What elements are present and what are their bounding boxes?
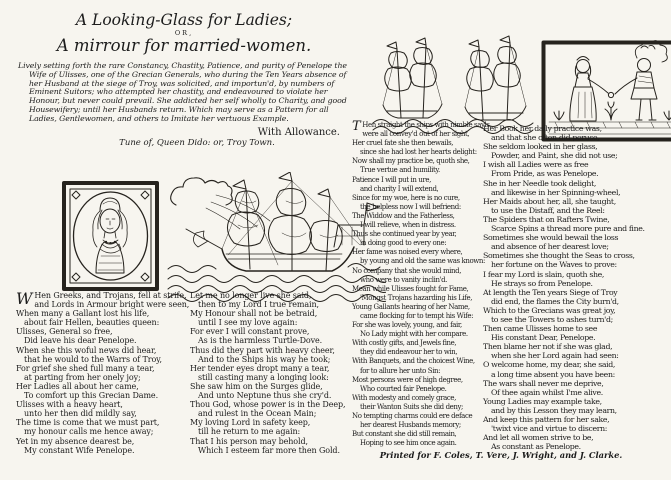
verse-line: For grief she shed full many a tear, — [16, 363, 155, 373]
tune-direction: Tune of, Queen Dido: or, Troy Town. — [119, 137, 275, 148]
verse-line: unto her then did mildly say, — [24, 409, 137, 419]
verse-line: to see the Towers to ashes turn'd; — [491, 314, 613, 324]
verse-line: in doing good to every one: — [360, 239, 447, 248]
verse-line: Patience I will put in ure, — [352, 175, 431, 184]
verse-line: Powder, and Paint, she did not use; — [491, 151, 618, 161]
verse-line: Her Maids about her, all, she taught, — [483, 196, 616, 206]
verse-line: their Wanton Suits she did deny; — [360, 402, 464, 411]
verse-line: At length the Ten years Siege of Troy — [483, 287, 618, 297]
verse-line: my honour calls me hence away; — [24, 427, 154, 437]
verse-line: Let me no longer live she said, — [190, 291, 312, 300]
verse-line: were all convey'd out of her sight, — [362, 130, 470, 139]
verse-line: Her Book her daily practice was, — [483, 124, 602, 133]
verse-column-2 — [190, 291, 350, 455]
verse-line: Hoping to see him once again. — [360, 439, 457, 448]
verse-line: She seldom looked in her glass, — [483, 142, 598, 152]
verse-line: 'Mongst Trojans hazarding his Life, — [360, 293, 473, 302]
verse-line: Her cruel fate she then bewails, — [352, 139, 454, 148]
verse-line: Hen Greeks, and Trojans, fell at strife, — [34, 291, 187, 300]
verse-column-3 — [352, 119, 492, 448]
verse-line: My loving Lord in safety keep, — [190, 418, 311, 428]
verse-line: Young Gallants hearing of her Name, — [352, 302, 470, 311]
drop-cap: T — [352, 119, 361, 134]
verse-line: Sometimes she thought the Seas to cross, — [483, 251, 635, 261]
verse-line: I will relieve, when in distress. — [360, 221, 456, 230]
verse-line: by young and old the same was known: — [360, 257, 485, 266]
verse-line: when she her Lord again had seen: — [491, 351, 619, 361]
verse-line: To comfort up this Grecian Dame. — [24, 391, 159, 401]
verse-line: For she was lovely, young, and fair, — [352, 321, 462, 330]
verse-line: and by this Lesson they may learn, — [491, 405, 617, 415]
verse-line: and charity I will extend, — [360, 184, 439, 193]
title-block — [18, 12, 350, 148]
two-ships-woodcut — [371, 32, 539, 134]
verse-line: and absence of her dearest love; — [491, 242, 609, 252]
verse-line: With modesty and comely grace, — [352, 393, 456, 402]
title-or-separator: OR, — [174, 29, 194, 37]
verse-line: O welcome home, my dear, she said, — [483, 360, 616, 370]
verse-line: The Widdow and the Fatherless, — [352, 211, 455, 220]
verse-line: came flocking for to tempt his Wife: — [360, 311, 474, 320]
verse-line: Of thee again whilst I'me alive. — [491, 387, 603, 397]
verse-line: Thus she continued year by year, — [352, 230, 457, 239]
verse-line: The wars shall never me deprive, — [483, 378, 604, 388]
verse-line: But constant she did still remain, — [352, 430, 457, 439]
verse-line: When many a Gallant lost his life, — [16, 309, 150, 319]
verse-line: still casting many a longing look: — [198, 372, 329, 382]
verse-line: Sometimes she would bewail the loss — [483, 233, 619, 243]
verse-line: did end, the flames the City burn'd, — [491, 296, 619, 306]
verse-line: The Spiders that on Rafters Twine, — [483, 214, 610, 224]
verse-line: and rulest in the Ocean Main; — [198, 409, 317, 419]
verse-line: Mean while Ulisses fought for Fame, — [352, 284, 469, 293]
verse-line: As constant as Penelope. — [491, 442, 581, 452]
verse-line: The time is come that we must part, — [16, 418, 160, 428]
verse-column-4 — [483, 124, 665, 451]
imprint-line: Printed for F. Coles, T. Vere, J. Wright, and J. Clarke. — [379, 450, 623, 460]
verse-line: for to allure her unto Sin: — [360, 366, 441, 375]
verse-line: My constant Wife Penelope. — [24, 445, 135, 455]
verse-line: since she had lost her hearts delight: — [360, 148, 477, 157]
verse-line: Her Ladies all about her came, — [16, 381, 139, 391]
verse-line: at parting from her onely joy; — [24, 372, 141, 382]
verse-line: As is the harmless Turtle-Dove. — [198, 336, 323, 346]
verse-line: She in her Needle took delight, — [483, 178, 597, 188]
verse-line: about fair Hellen, beauties queen: — [24, 318, 160, 328]
verse-line: until I see my love again: — [198, 318, 298, 328]
verse-line: to use the Distaff, and the Reel: — [491, 205, 605, 215]
penelope-portrait-woodcut — [61, 180, 160, 292]
verse-line: Who courted fair Penelope. — [360, 384, 447, 393]
verse-line: And let all women strive to be, — [483, 433, 594, 443]
drop-cap: W — [16, 289, 33, 308]
verse-line: Then blame her not if she was glad, — [483, 342, 613, 352]
verse-line: Ulisses, General so free, — [16, 327, 113, 337]
verse-line: When she this woful news did hear, — [16, 345, 157, 355]
verse-line: Then came Ulisses home to see — [483, 324, 598, 334]
title-line-2: A mirrour for married-women. — [56, 36, 312, 55]
verse-line: And keep this pattern for her sake, — [483, 415, 610, 424]
verse-line: 'twixt vice and virtue to discern: — [491, 424, 608, 434]
verse-line: a long time absent you have been: — [491, 369, 615, 379]
verse-line: Since for my woe, here is no cure, — [352, 193, 460, 202]
verse-line: Thus did they part with heavy cheer, — [190, 345, 335, 355]
verse-line: I fear my Lord is slain, quoth she, — [483, 269, 605, 279]
allowance-note: With Allowance. — [257, 126, 340, 138]
verse-line: they did endeavour her to win, — [360, 348, 458, 357]
verse-line: and that she often did peruse, — [491, 133, 600, 143]
verse-line: For ever I will constant prove, — [190, 327, 310, 337]
verse-line: From Pride, as was Penelope. — [491, 169, 599, 179]
verse-line: who were to vanity inclin'd. — [360, 275, 447, 284]
verse-line: And to the Ships his way he took; — [198, 354, 331, 364]
verse-line: No tempting charms could ere deface — [352, 412, 473, 420]
verse-line: that he would to the Warrs of Troy, — [24, 354, 162, 364]
verse-line: Most persons were of high degree, — [352, 375, 463, 384]
verse-line: the helpless now I will befriend: — [360, 202, 461, 211]
verse-line: till he return to me again: — [198, 427, 301, 437]
verse-line: Which I esteem far more then Gold. — [198, 445, 340, 455]
verse-line: No Lady might with her compare. — [360, 330, 468, 339]
verse-line: Hen straight the ships with nimble sayls, — [362, 121, 492, 129]
verse-line: and likewise in her Spinning-wheel, — [491, 187, 621, 197]
verse-line: And unto Neptune thus she cry'd. — [198, 391, 332, 401]
verse-line: Thou God, whose power is in the Deep, — [190, 400, 346, 410]
verse-line: Her fame was noised every where, — [352, 248, 463, 257]
verse-line: My Honour shall not be betraid, — [190, 309, 318, 319]
verse-line: and Lords in Armour bright were seen, — [34, 300, 190, 310]
verse-line: With costly gifts, and Jewels fine, — [352, 339, 457, 348]
verse-line: He strays so from Penelope. — [491, 278, 593, 288]
verse-line: She saw him on the Surges glide, — [190, 381, 323, 391]
verse-line: Her tender eyes dropt many a tear, — [190, 363, 330, 373]
verse-line: No company that she would mind, — [352, 266, 462, 275]
verse-line: her dearest Husbands memory; — [360, 421, 461, 430]
verse-line: Scarce Spins a thread more pure and fine. — [491, 224, 645, 234]
verse-line: With Banquets, and the choicest Wine, — [352, 357, 475, 366]
verse-line: That I his person may behold, — [190, 436, 308, 446]
verse-line: True vertue and humility. — [360, 166, 440, 175]
verse-line: Which to the Grecians was great joy, — [483, 305, 616, 315]
verse-line: I wish all Ladies were as free — [483, 160, 589, 170]
verse-line: His constant Dear, Penelope. — [491, 333, 596, 343]
verse-line: Now shall my practice be, quoth she, — [352, 157, 470, 166]
verse-line: Did leave his dear Penelope. — [24, 336, 137, 346]
argument-summary: Lively setting forth the rare Constancy, Chastity, Patience, and purity of Penelope the Wife of Ulisses, one of the Grecian Generals, who during the Ten Years absence of her Husband at the siege of Troy, was solicited, and importun'd, by numbers of Eminent Suitors; who attempted her chastity, and endeavoured to violate her Honour, but never could prevail. She addicted her self wholly to Charity, and good Housewifery; until her Husbands return. Which may serve as a Pattern for all Ladies, Gentlewomen, and others to Imitate her vertuous Example. — [18, 61, 347, 123]
verse-line: then to my Lord I true remain, — [198, 300, 319, 310]
verse-line: Yet in my absence dearest be, — [16, 436, 135, 446]
verse-line: Young Ladies may example take, — [483, 396, 602, 406]
verse-line: her fortune on the Waves to prove: — [491, 260, 617, 270]
verse-line: Ulisses with a heavy heart, — [16, 400, 123, 410]
verse-column-1 — [16, 291, 188, 455]
title-line-1: A Looking-Glass for Ladies; — [75, 11, 293, 29]
